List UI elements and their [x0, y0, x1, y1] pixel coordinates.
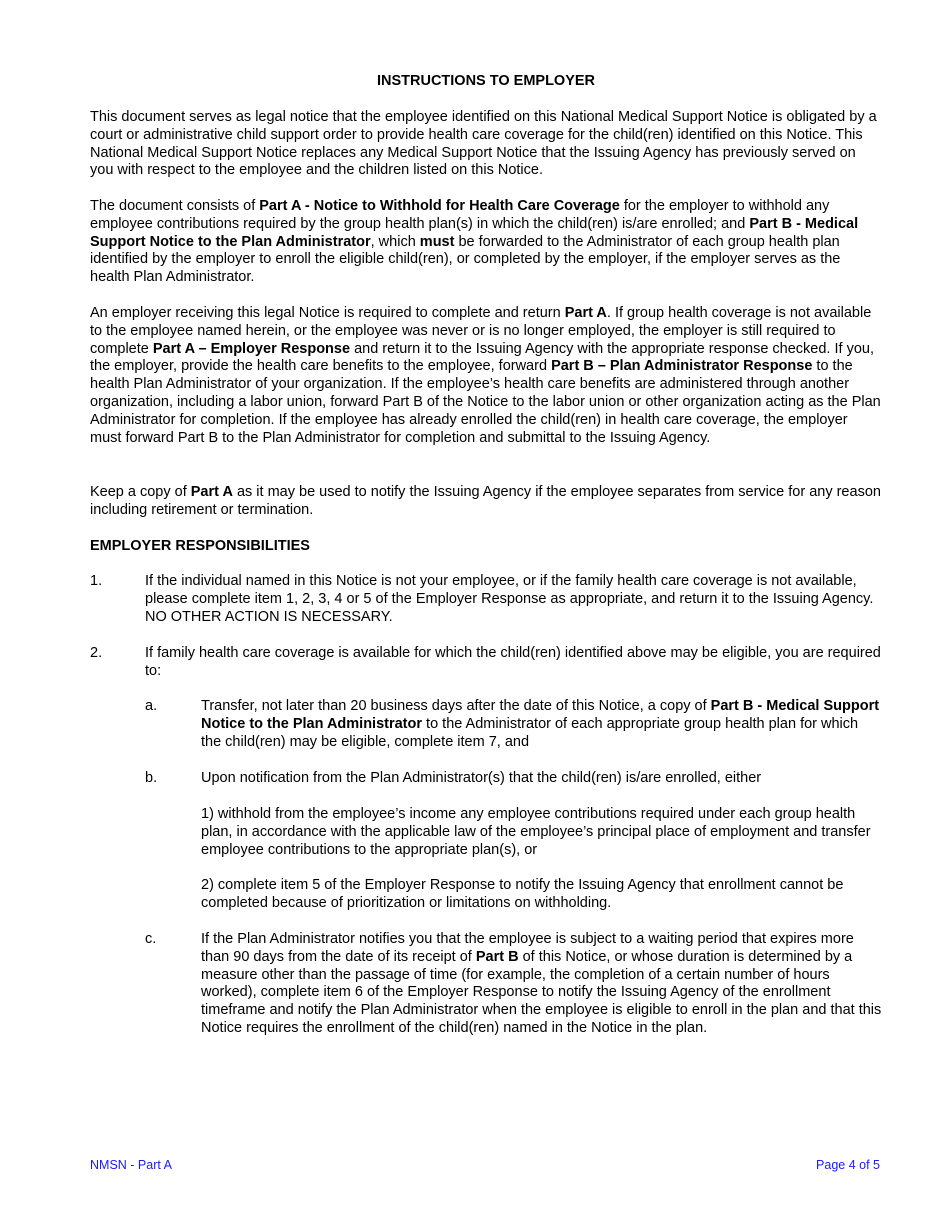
item-letter: a.	[145, 698, 158, 714]
paragraph-legal-notice: This document serves as legal notice that the employee identified on this National Medical Support Notice is obligated by a court or administrative child support order to provide health care coverage for the child(ren) identified on this Notice. This National Medical Support Notice replaces any Medical Support Notice that the Issuing Agency has previously served on you with respect to the employee and the children listed on this Notice.	[90, 109, 877, 179]
item-text: Upon notification from the Plan Administrator(s) that the child(ren) is/are enrolled, either	[201, 770, 762, 786]
item-text: If the individual named in this Notice is not your employee, or if the family health care coverage is not available, please complete item 1, 2, 3, 4 or 5 of the Employer Response as appropriate, and return it to the Issuing Agency. NO OTHER ACTION IS NECESSARY.	[145, 573, 874, 625]
item-text: If family health care coverage is available for which the child(ren) identified above may be eligible, you are required to:	[145, 645, 881, 679]
section-heading: EMPLOYER RESPONSIBILITIES	[90, 538, 310, 554]
footer-form-name: NMSN - Part A	[90, 1158, 172, 1172]
item-letter: c.	[145, 931, 157, 947]
paragraph-employer-obligation: An employer receiving this legal Notice is required to complete and return Part A. If group health coverage is not available to the employee named herein, or the employee was never or is no longer employed, the employer is still required to complete Part A – Employer Response and return it to the Issuing Agency with the appropriate response checked. If you, the employer, provide the health care benefits to the employee, forward Part B – Plan Administrator Response to the health Plan Administrator of your organization. If the employee’s health care benefits are administered through another organization, including a labor union, forward Part B of the Notice to the labor union or other organization acting as the Plan Administrator for completion. If the employee has already enrolled the child(ren) in health care coverage, the employer must forward Part B to the Plan Administrator for completion and submittal to the Issuing Agency.	[90, 305, 881, 446]
item-text: If the Plan Administrator notifies you that the employee is subject to a waiting period that expires more than 90 days from the date of its receipt of Part B of this Notice, or whose duration is determined by a measure other than the passage of time (for example, the completion of a certain number of hours worked), complete item 6 of the Employer Response to notify the Issuing Agency of the enrollment timeframe and notify the Plan Administrator when the employee is eligible to enroll in the plan and that this Notice requires the enrollment of the child(ren) named in the Notice in the plan.	[201, 931, 882, 1036]
footer-page-number: Page 4 of 5	[816, 1158, 880, 1172]
paragraph-keep-copy: Keep a copy of Part A as it may be used to notify the Issuing Agency if the employee separates from service for any reason including retirement or termination.	[90, 484, 881, 518]
item-number: 2.	[90, 645, 103, 661]
item-text: Transfer, not later than 20 business days after the date of this Notice, a copy of Part B - Medical Support Notice to the Plan Administrator to the Administrator of each appropriate group health plan for which the child(ren) may be eligible, complete item 7, and	[201, 698, 880, 750]
item-number: 1.	[90, 573, 103, 589]
sub-item-complete-item-5: 2) complete item 5 of the Employer Response to notify the Issuing Agency that enrollment cannot be completed because of prioritization or limitations on withholding.	[201, 877, 844, 911]
sub-item-withhold: 1) withhold from the employee’s income any employee contributions required under each group health plan, in accordance with the applicable law of the employee’s principal place of employment and transfer employee contributions to the appropriate plan(s), or	[201, 806, 871, 858]
page-title: INSTRUCTIONS TO EMPLOYER	[376, 73, 596, 89]
paragraph-document-parts: The document consists of Part A - Notice to Withhold for Health Care Coverage for the employer to withhold any employee contributions required by the group health plan(s) in which the child(ren) is/are enrolled; and Part B - Medical Support Notice to the Plan Administrator, which must be forwarded to the Administrator of each group health plan identified by the employer to enroll the eligible child(ren), or completed by the employer, if the employer serves as the health Plan Administrator.	[90, 198, 859, 286]
item-letter: b.	[145, 770, 158, 786]
